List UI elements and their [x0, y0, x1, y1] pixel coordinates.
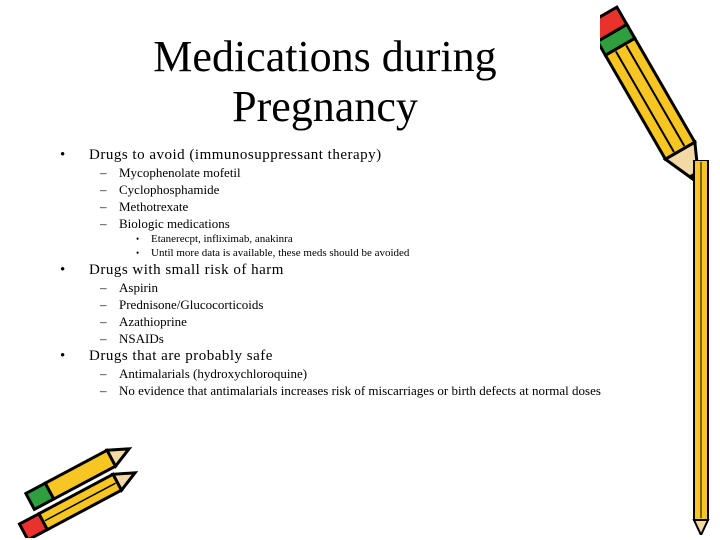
title-line-2: Pregnancy: [232, 82, 418, 131]
list-item: – Antimalarials (hydroxychloroquine): [100, 366, 308, 381]
title-line-1: Medications during: [153, 32, 497, 81]
section-heading: • Drugs with small risk of harm: [60, 262, 284, 278]
list-item: – No evidence that antimalarials increases risk of miscarriages or birth defects at normal doses: [100, 383, 601, 398]
slide-title: [120, 32, 530, 132]
list-item: – NSAIDs: [100, 331, 164, 346]
list-item: – Mycophenolate mofetil: [100, 165, 241, 180]
list-item: – Aspirin: [100, 280, 158, 295]
list-item: – Prednisone/Glucocorticoids: [100, 297, 264, 312]
sub-list-item: • Until more data is available, these meds should be avoided: [136, 247, 410, 259]
list-item: – Cyclophosphamide: [100, 182, 220, 197]
section-heading: • Drugs that are probably safe: [60, 348, 273, 364]
list-item: – Biologic medications: [100, 216, 230, 231]
sub-list-item: • Etanerecpt, infliximab, anakinra: [136, 233, 293, 245]
pencil-icon-right-edge: [680, 160, 720, 535]
list-item: – Methotrexate: [100, 199, 189, 214]
section-heading: • Drugs to avoid (immunosuppressant therapy): [60, 147, 382, 163]
pencils-icon-bottom-left: [0, 430, 150, 538]
list-item: – Azathioprine: [100, 314, 187, 329]
